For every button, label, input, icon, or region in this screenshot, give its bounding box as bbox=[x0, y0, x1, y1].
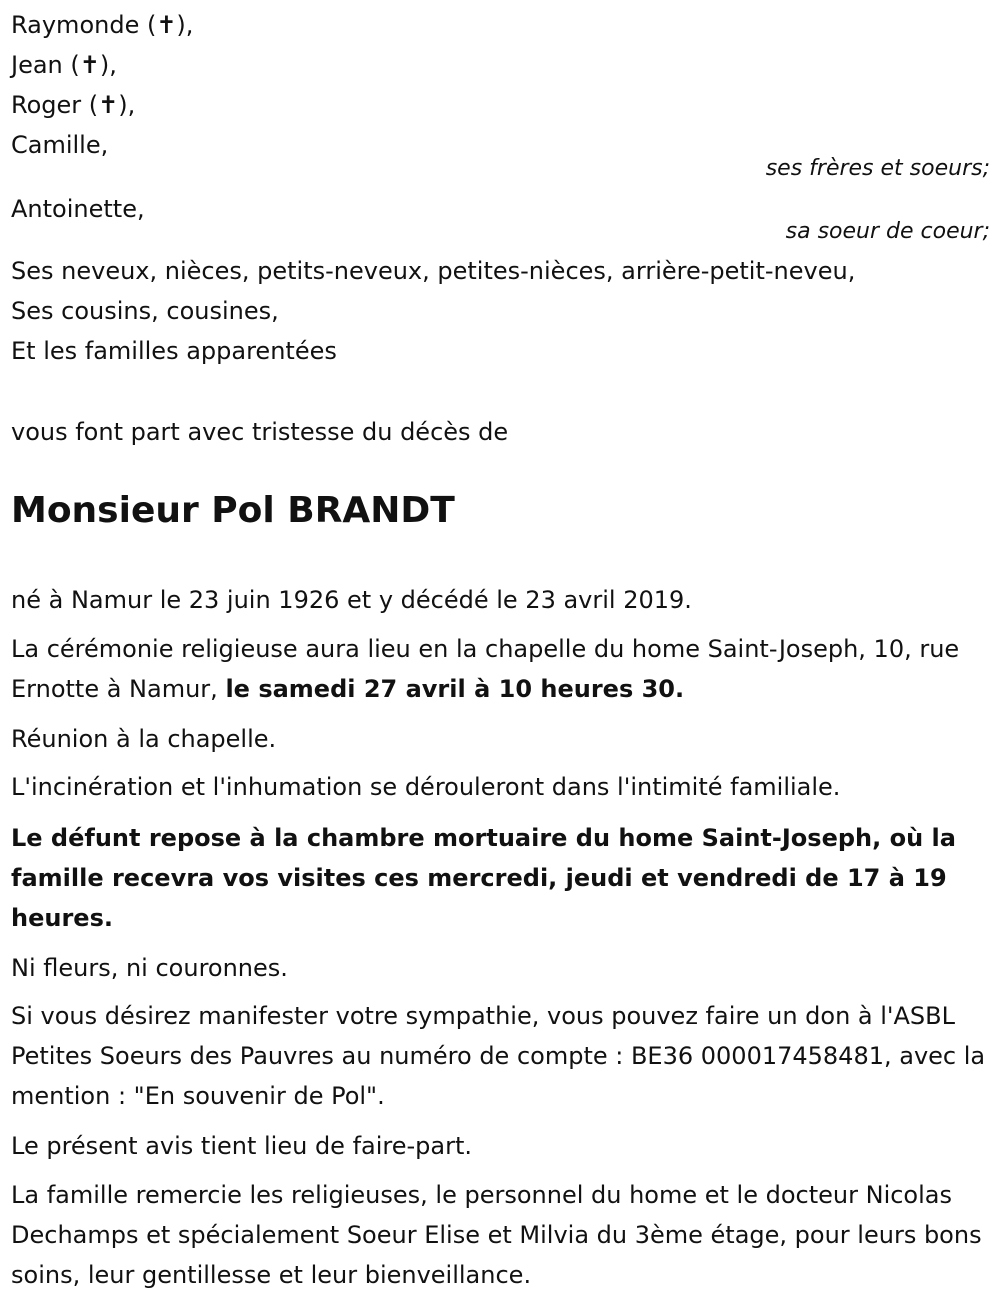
ceremony bbox=[11, 629, 986, 709]
heart-sister: Antoinette, bbox=[11, 195, 145, 223]
sibling-jean: Jean (✝), bbox=[11, 51, 117, 79]
cremation: L'incinération et l'inhumation se dérouleront dans l'intimité familiale. bbox=[11, 773, 841, 801]
notice: Le présent avis tient lieu de faire-part. bbox=[11, 1132, 473, 1160]
flowers: Ni fleurs, ni couronnes. bbox=[11, 954, 288, 982]
relatives-families: Et les familles apparentées bbox=[11, 337, 337, 365]
ceremony-date: le samedi 27 avril à 10 heures 30. bbox=[225, 675, 685, 703]
relatives-cousins: Ses cousins, cousines, bbox=[11, 297, 279, 325]
meeting: Réunion à la chapelle. bbox=[11, 725, 277, 753]
ceremony-text: La cérémonie religieuse aura lieu en la chapelle du home Saint-Joseph, 10, rue Ernotte à Namur, bbox=[11, 635, 960, 703]
deceased-name: Monsieur Pol BRANDT bbox=[11, 490, 455, 531]
donation: Si vous désirez manifester votre sympathie, vous pouvez faire un don à l'ASBL Petites Soeurs des Pauvres au numéro de compte : BE36 000017458481, avec la mention : "En souvenir de Pol". bbox=[11, 1002, 986, 1110]
sibling-roger: Roger (✝), bbox=[11, 91, 136, 119]
announcement: vous font part avec tristesse du décès de bbox=[11, 418, 509, 446]
siblings-role: ses frères et soeurs; bbox=[765, 156, 990, 181]
birth-death: né à Namur le 23 juin 1926 et y décédé le 23 avril 2019. bbox=[11, 586, 692, 614]
visits: Le défunt repose à la chambre mortuaire du home Saint-Joseph, où la famille recevra vos visites ces mercredi, jeudi et vendredi de 17 à 19 heures. bbox=[11, 824, 956, 932]
heart-sister-role: sa soeur de coeur; bbox=[785, 219, 990, 244]
sibling-camille: Camille, bbox=[11, 131, 109, 159]
sibling-raymonde: Raymonde (✝), bbox=[11, 11, 194, 39]
relatives-nephews: Ses neveux, nièces, petits-neveux, petites-nièces, arrière-petit-neveu, bbox=[11, 257, 856, 285]
thanks: La famille remercie les religieuses, le personnel du home et le docteur Nicolas Dechamps et spécialement Soeur Elise et Milvia du 3ème étage, pour leurs bons soins, leur gentillesse et leur bienveillance. bbox=[11, 1181, 982, 1289]
